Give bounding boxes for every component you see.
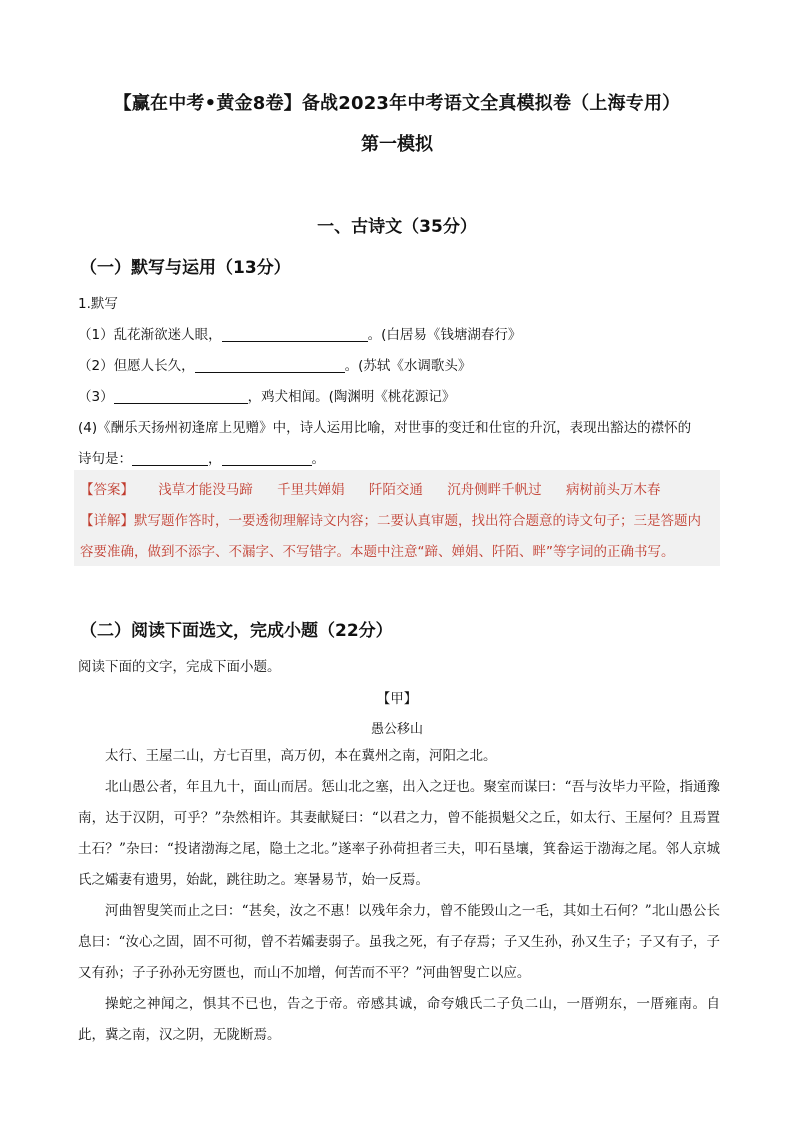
question-item-1 xyxy=(78,323,521,343)
question-item-4-cont xyxy=(78,447,325,467)
document-subtitle: 第一模拟 xyxy=(361,134,433,155)
answer-item: 沉舟侧畔千帆过 xyxy=(447,482,542,498)
item-2-pre: （2）但愿人长久， xyxy=(78,358,195,374)
answer-label: 【答案】 xyxy=(80,482,134,498)
document-title: 【赢在中考•黄金8卷】备战2023年中考语文全真模拟卷（上海专用） xyxy=(113,93,681,114)
answer-detail-line-2: 容要准确，做到不添字、不漏字、不写错字。本题中注意“蹄、婵娟、阡陌、畔”等字词的正确书写。 xyxy=(80,544,675,560)
passage-paragraph-4: 操蛇之神闻之，惧其不已也，告之于帝。帝感其诚，命夸娥氏二子负二山，一厝朔东，一厝雍南。自此，冀之南，汉之阴，无陇断焉。 xyxy=(78,996,720,1043)
item-1-post: 。(白居易《钱塘湖春行》 xyxy=(367,327,522,343)
item-4-pre: 诗句是： xyxy=(78,451,132,467)
answer-box xyxy=(74,470,720,566)
passage-label: 【甲】 xyxy=(376,691,418,707)
part1-heading: （一）默写与运用（13分） xyxy=(80,258,291,278)
answer-item: 病树前头万木春 xyxy=(565,482,661,498)
answer-blank[interactable] xyxy=(132,451,208,466)
answer-item: 浅草才能没马蹄 xyxy=(158,482,253,498)
question-item-4: (4)《酬乐天扬州初逢席上见赠》中，诗人运用比喻，对世事的变迁和仕宦的升沉，表现出豁达的襟怀的 xyxy=(78,420,692,436)
item-2-post: 。(苏轼《水调歌头》 xyxy=(344,358,472,374)
answer-blank[interactable] xyxy=(222,327,368,342)
passage-paragraph-2: 北山愚公者，年且九十，面山而居。惩山北之塞，出入之迂也。聚室而谋曰：“吾与汝毕力平险，指通豫南，达于汉阴，可乎？”杂然相许。其妻献疑曰：“以君之力，曾不能损魁父之丘，如太行、王屋何？且焉置土石？”杂曰：“投诸渤海之尾，隐土之北。”遂率子孙荷担者三夫，叩石垦壤，箕畚运于渤海之尾。邻人京城氏之孀妻有遗男，始龀，跳往助之。寒暑易节，始一反焉。 xyxy=(78,779,720,888)
answer-detail-line-1: 【详解】默写题作答时，一要透彻理解诗文内容；二要认真审题，找出符合题意的诗文句子；三是答题内 xyxy=(80,513,701,529)
item-1-pre: （1）乱花渐欲迷人眼， xyxy=(78,327,222,343)
answer-blank[interactable] xyxy=(222,451,312,466)
passage-paragraph-3: 河曲智叟笑而止之曰：“甚矣，汝之不惠！以残年余力，曾不能毁山之一毛，其如土石何？”北山愚公长息曰：“汝心之固，固不可彻，曾不若孀妻弱子。虽我之死，有子存焉；子又生孙，孙又生子；子又有子，子又有孙；子子孙孙无穷匮也，而山不加增，何苦而不平？”河曲智叟亡以应。 xyxy=(78,903,720,981)
question-item-3 xyxy=(78,385,455,405)
part2-heading: （二）阅读下面选文，完成小题（22分） xyxy=(80,621,393,641)
item-4-post: 。 xyxy=(311,451,325,467)
passage-paragraph-1: 太行、王屋二山，方七百里，高万仞，本在冀州之南，河阳之北。 xyxy=(105,748,497,764)
section-heading: 一、古诗文（35分） xyxy=(317,217,477,237)
question-1-label: 1.默写 xyxy=(78,296,118,312)
question-item-2 xyxy=(78,354,471,374)
passage-title: 愚公移山 xyxy=(370,722,423,737)
answer-blank[interactable] xyxy=(195,358,345,373)
item-3-post: ，鸡犬相闻。(陶渊明《桃花源记》 xyxy=(247,389,456,405)
item-3-pre: （3） xyxy=(78,389,114,405)
item-4-mid: ， xyxy=(208,451,222,467)
answer-blank[interactable] xyxy=(114,389,248,404)
reading-instruction: 阅读下面的文字，完成下面小题。 xyxy=(78,659,281,675)
answer-item: 千里共婵娟 xyxy=(277,482,345,498)
answer-line xyxy=(80,478,660,498)
answer-item: 阡陌交通 xyxy=(368,482,423,498)
